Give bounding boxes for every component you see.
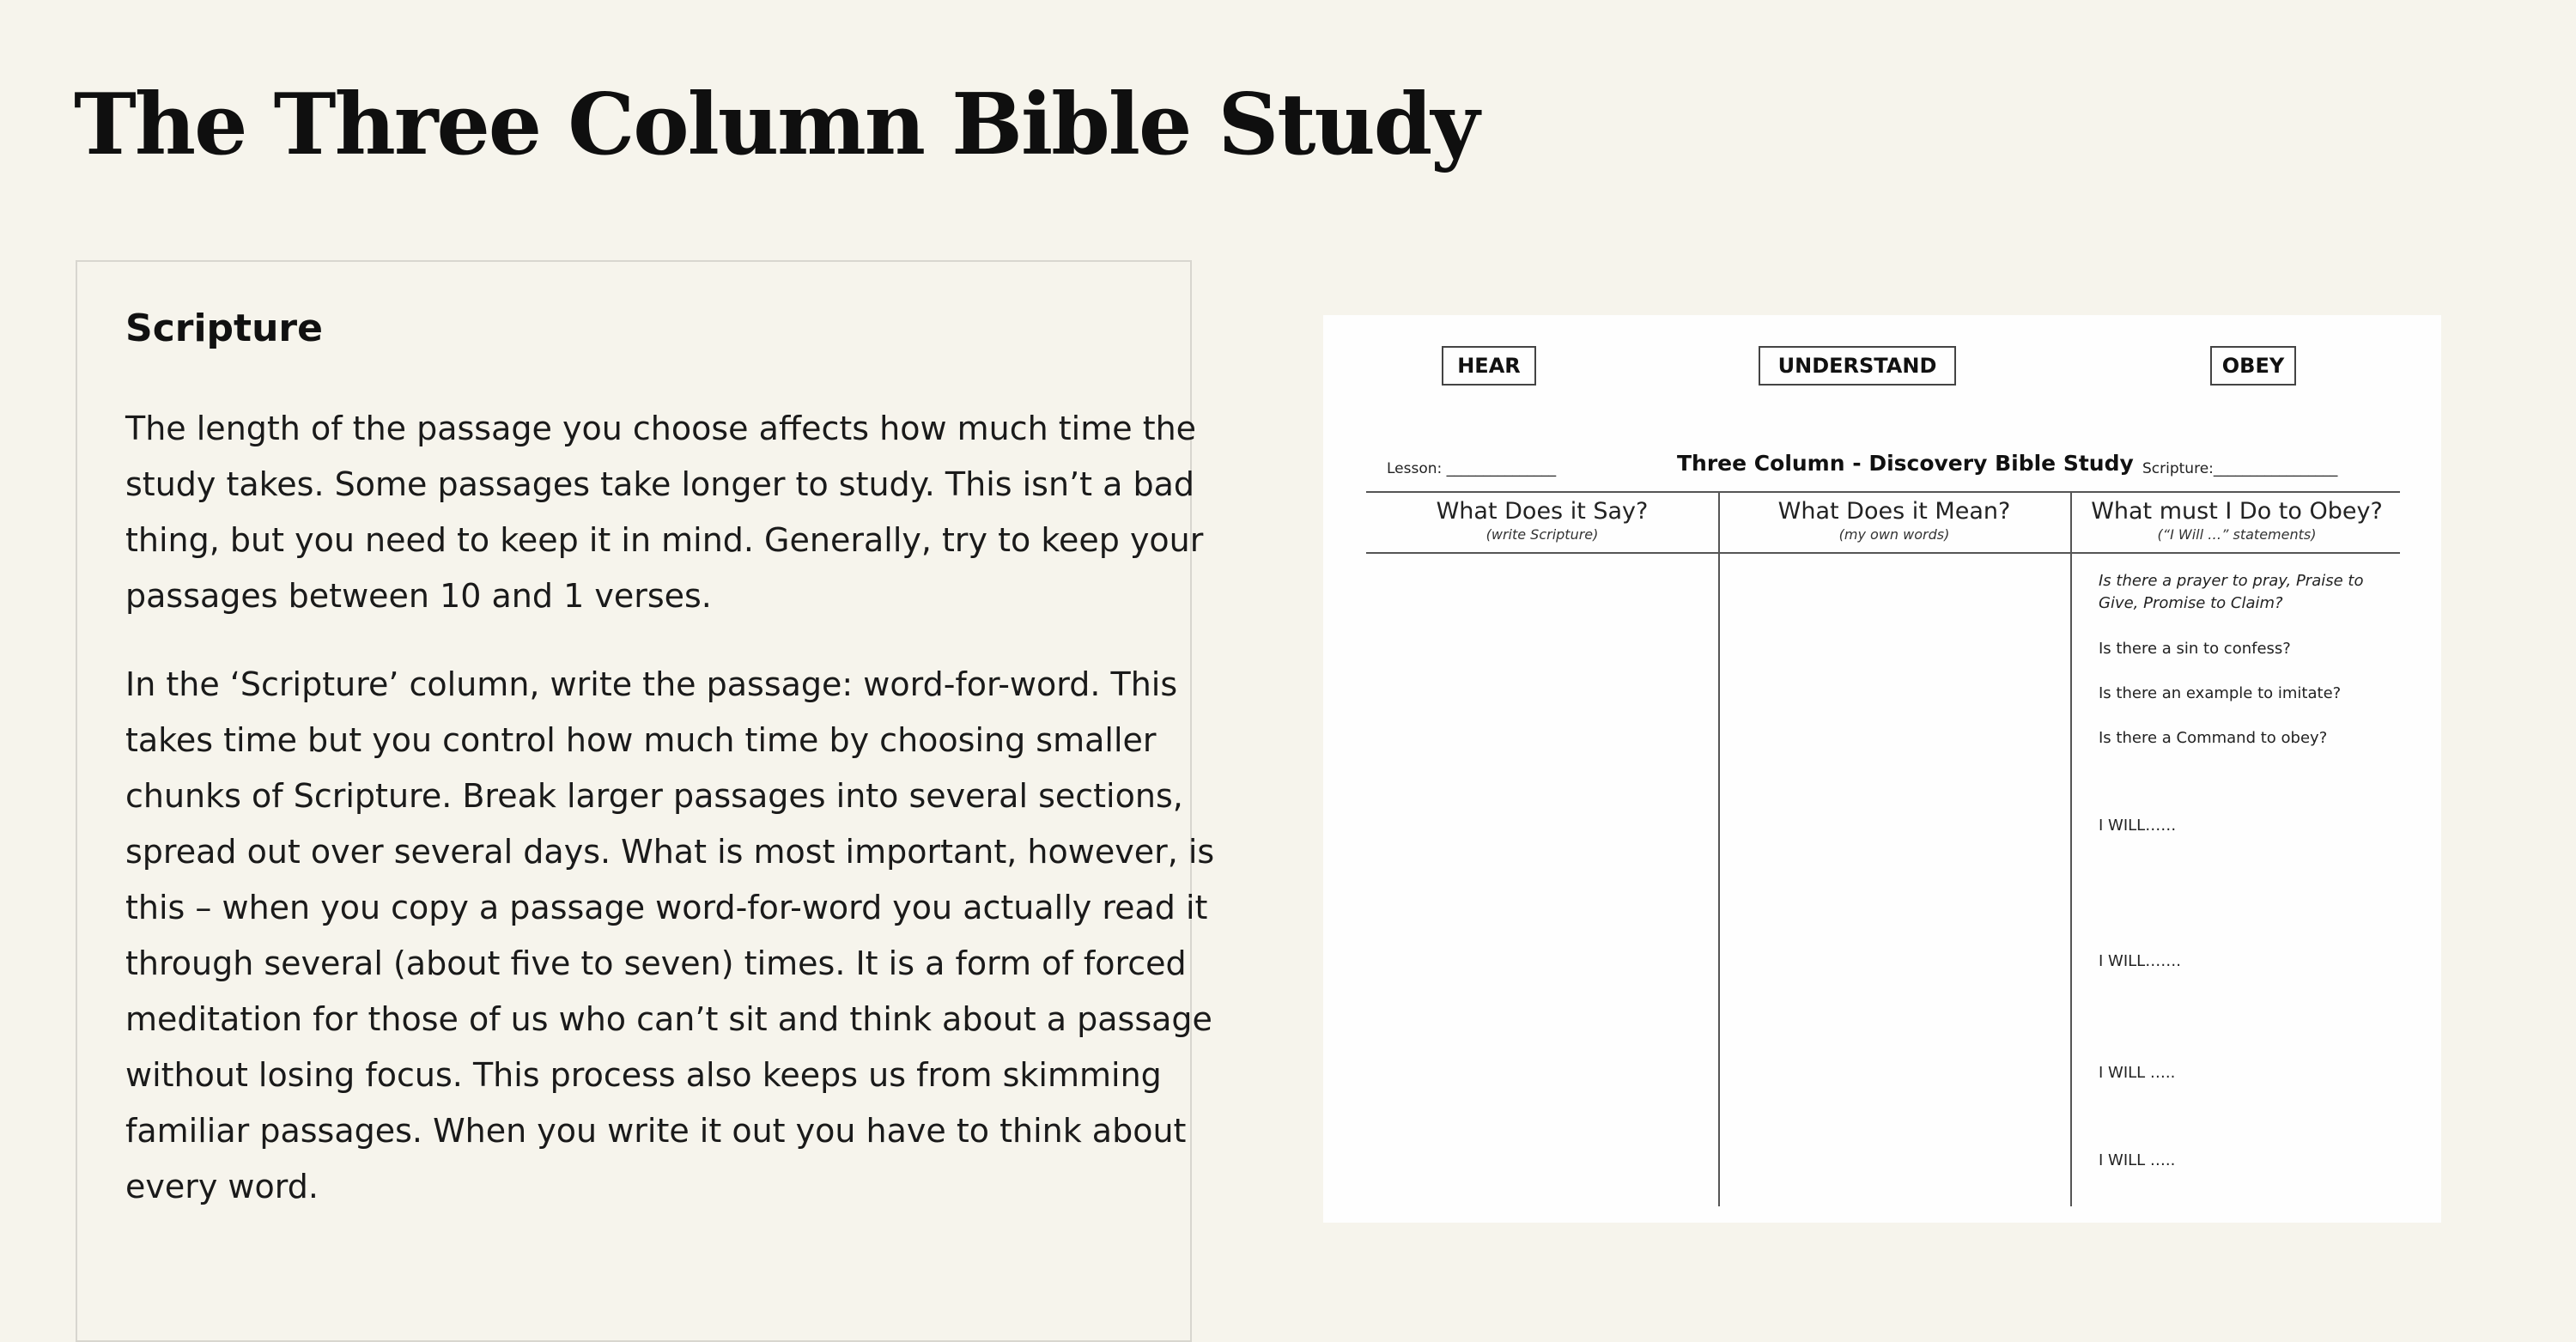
obey-box: OBEY [2210,346,2296,386]
column-header-obey-sub: (“I Will …” statements) [2157,526,2317,543]
column-divider-2 [2070,491,2072,1206]
column-header-say-sub: (write Scripture) [1485,526,1599,543]
prompt-prayer: Is there a prayer to pray, Praise to Give, Promise to Claim? [2099,572,2364,612]
column-header-mean-title: What Does it Mean? [1777,498,2011,525]
hear-box: HEAR [1442,346,1536,386]
i-will-line-1: I WILL…… [2099,817,2177,835]
scripture-paragraph-1: The length of the passage you choose affects how much time the study takes. Some passages take longer to study. This isn’t a bad thing, but you need to keep it in mind. Generally, try to keep your passages between 10 and 1 verses. [125,410,1204,615]
prompt-command: Is there a Command to obey? [2099,729,2328,747]
scripture-card [76,260,1215,1342]
understand-box: UNDERSTAND [1759,346,1956,386]
prompt-sin: Is there a sin to confess? [2099,640,2291,658]
column-header-obey-title: What must I Do to Obey? [2091,498,2383,525]
lesson-label: Lesson: _______________ [1387,460,1557,477]
column-header-say [1368,498,1716,543]
three-column-worksheet-image [1323,315,2441,1223]
i-will-line-3: I WILL ….. [2099,1064,2176,1082]
prompt-example: Is there an example to imitate? [2099,684,2342,702]
i-will-line-4: I WILL ….. [2099,1151,2176,1169]
scripture-paragraph-2: In the ‘Scripture’ column, write the passage: word-for-word. This takes time but you control how much time by choosing smaller chunks of Scripture. Break larger passages into several sections, spread out over several days. What is most important, however, is this – when you copy a passage word-for-word you actually read it through several (about five to seven) times. It is a form of forced meditation for those of us who can’t sit and think about a passage without losing focus. This process also keeps us from skimming familiar passages. When you write it out you have to think about every word. [125,665,1215,1205]
table-header-rule [1366,552,2400,554]
column-header-obey [2072,498,2402,543]
column-divider-1 [1718,491,1720,1206]
i-will-line-2: I WILL……. [2099,952,2181,970]
column-header-mean-sub: (my own words) [1838,526,1950,543]
column-header-mean [1720,498,2069,543]
worksheet-title: Three Column - Discovery Bible Study [1677,451,2134,476]
column-header-say-title: What Does it Say? [1436,498,1649,525]
scripture-label: Scripture:_________________ [2142,460,2338,477]
scripture-heading: Scripture [125,307,323,350]
page-title: The Three Column Bible Study [74,76,1479,174]
table-top-rule [1366,491,2400,493]
